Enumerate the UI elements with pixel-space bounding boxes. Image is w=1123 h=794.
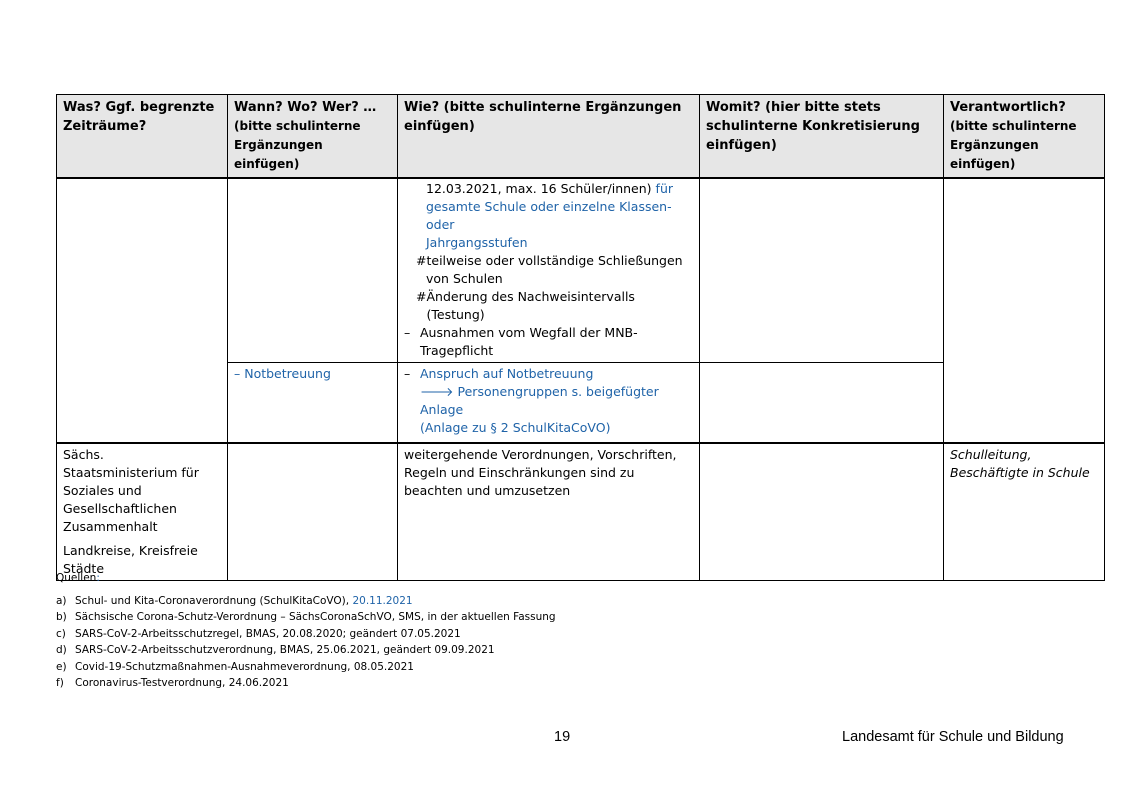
row2-arrow-item: 🡒 Personengruppen s. beigefügter Anlage xyxy=(420,384,659,417)
header-womit: Womit? (hier bitte stets schulinterne Konkretisierung einfügen) xyxy=(700,95,944,179)
source-item-e: e) Covid-19-Schutzmaßnahmen-Ausnahmeverordnung, 08.05.2021 xyxy=(56,660,414,673)
table-header-row xyxy=(57,95,1105,179)
row3-ministry: Sächs. Staatsministerium für Soziales und Gesellschaftlichen Zusammenhalt xyxy=(63,446,199,534)
source-item-d: d) SARS-CoV-2-Arbeitsschutzverordnung, BMAS, 25.06.2021, geändert 09.09.2021 xyxy=(56,644,495,656)
row1-dash-item: – Ausnahmen vom Wegfall der MNB- xyxy=(404,325,638,340)
measures-table xyxy=(56,94,1105,581)
row1-womit-cell xyxy=(700,178,944,363)
sources-heading: Quellen: xyxy=(56,572,100,584)
row1-wann-cell xyxy=(228,178,398,363)
source-item-c: c) SARS-CoV-2-Arbeitsschutzregel, BMAS, 20.08.2020; geändert 07.05.2021 xyxy=(56,627,461,640)
row3-wie-cell: weitergehende Verordnungen, Vorschriften, Regeln und Einschränkungen sind zu beachten und umzusetzen xyxy=(398,443,700,581)
source-item-a: a) Schul- und Kita-Coronaverordnung (SchulKitaCoVO), 20.11.2021 xyxy=(56,594,413,607)
row2-wie-cell xyxy=(398,363,700,443)
row3-womit-cell xyxy=(700,443,944,581)
row2-wann-notbetreuung: – Notbetreuung xyxy=(228,363,398,443)
page-number: 19 xyxy=(554,729,571,745)
row3-districts: Landkreise, Kreisfreie Städte xyxy=(63,542,198,576)
row1-wie-line2: gesamte Schule oder einzelne Klassen- oder xyxy=(426,199,672,232)
row1-wie-line1: 12.03.2021, max. 16 Schüler/innen) für xyxy=(426,181,674,196)
arrow-right-icon: 🡒 xyxy=(420,384,454,399)
row1-wie-line3: Jahrgangsstufen xyxy=(426,235,528,250)
row3-was-cell xyxy=(57,443,228,581)
row2-annex-ref: (Anlage zu § 2 SchulKitaCoVO) xyxy=(420,420,611,435)
header-wann: Wann? Wo? Wer? … (bitte schulinterne Ergänzungen einfügen) xyxy=(228,95,398,179)
row1-verantwortlich-cell xyxy=(944,178,1105,443)
sources-list xyxy=(56,593,556,692)
source-item-f: f) Coronavirus-Testverordnung, 24.06.2021 xyxy=(56,677,289,689)
source-item-b: b) Sächsische Corona-Schutz-Verordnung – SächsCoronaSchVO, SMS, in der aktuellen Fassung xyxy=(56,611,556,623)
sources-section xyxy=(56,570,556,692)
table-row xyxy=(57,443,1105,581)
row2-womit-cell xyxy=(700,363,944,443)
header-was: Was? Ggf. begrenzte Zeiträume? xyxy=(57,95,228,179)
row3-verantwortlich-cell: Schulleitung, Beschäftigte in Schule xyxy=(944,443,1105,581)
row1-dash-item-cont: Tragepflicht xyxy=(420,343,494,358)
row1-wie-cell xyxy=(398,178,700,363)
row1-hash-item-1-cont: von Schulen xyxy=(426,271,503,286)
row2-dash-item: – Anspruch auf Notbetreuung xyxy=(404,366,594,381)
row1-was-cell xyxy=(57,178,228,443)
table-row xyxy=(57,178,1105,363)
header-wie: Wie? (bitte schulinterne Ergänzungen einfügen) xyxy=(398,95,700,179)
header-verantwortlich: Verantwortlich? (bitte schulinterne Ergänzungen einfügen) xyxy=(944,95,1105,179)
footer-organization: Landesamt für Schule und Bildung xyxy=(842,729,1064,745)
row1-hash-item-2: # Änderung des Nachweisintervalls (Testung) xyxy=(416,289,635,322)
row3-wann-cell xyxy=(228,443,398,581)
row1-hash-item-1: # teilweise oder vollständige Schließungen xyxy=(416,253,683,268)
